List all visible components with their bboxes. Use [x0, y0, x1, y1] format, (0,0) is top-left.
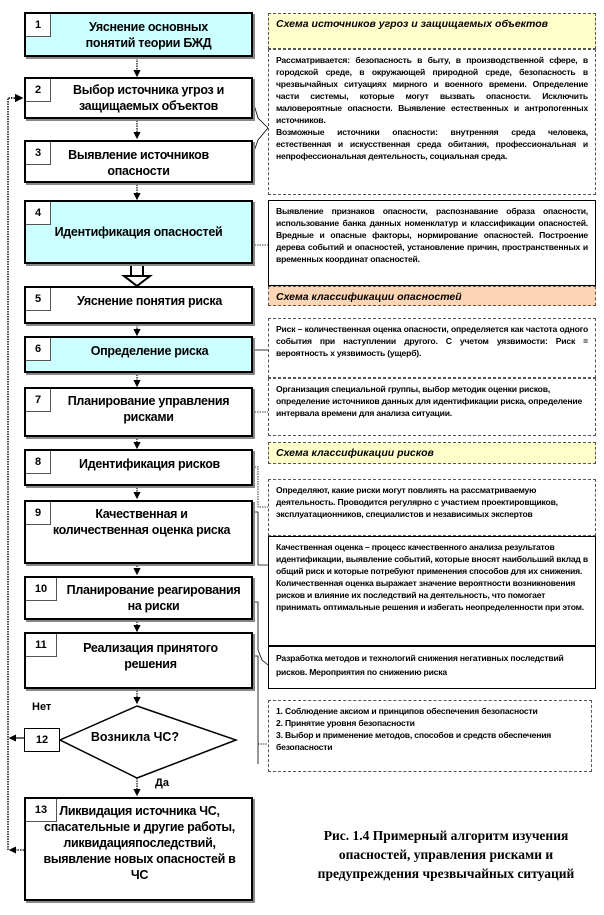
step-8[interactable]: [24, 449, 253, 486]
step-text: Планирование реагирования на риски: [66, 583, 241, 613]
risk-planning-panel: Организация специальной группы, выбор методик оценки рисков, определение источников данных для идентификации риска, определение интервала времени для анализа ситуации.: [268, 378, 596, 436]
step-text: Реализация принятого решения: [83, 641, 218, 671]
step-text: Выбор источника угроз и защищаемых объектов: [73, 83, 224, 113]
implementation-item: 2. Принятие уровня безопасности: [276, 718, 415, 728]
risk-assessment-panel: Качественная оценка – процесс качественного анализа результатов идентификации, выявление событий, которые вносят наибольший вклад в общий риск и которые потребуют применения способов для их снижения. Количественная оценка выражает значение вероятности возникновения рисков и влияние их последствий на деятельность, что помогает принимать оптимальные решения и избегать неопределенности при этом.: [268, 536, 596, 646]
step-2[interactable]: [24, 77, 253, 119]
decision-question[interactable]: Возникла ЧС?: [90, 730, 180, 744]
step-9[interactable]: [24, 500, 253, 564]
step-12-number: [24, 728, 60, 752]
step-1[interactable]: [24, 12, 253, 57]
step-13[interactable]: [24, 797, 253, 901]
implementation-item: 1. Соблюдение аксиом и принципов обеспечения безопасности: [276, 706, 538, 716]
step-text: Уяснение основных понятий теории БЖД: [85, 20, 212, 50]
step-number: 10: [26, 578, 57, 601]
risk-identification-panel: Определяют, какие риски могут повлиять на рассматриваемую деятельность. Проводится регулярно с участием проектировщиков, эксплуатационников, специалистов и независимых экспертов: [268, 479, 596, 536]
step-7[interactable]: [24, 387, 253, 437]
step-number: 5: [26, 288, 51, 311]
risk-classification-header[interactable]: Схема классификации рисков: [268, 442, 596, 464]
step-5[interactable]: [24, 286, 253, 324]
step-number: 13: [26, 799, 57, 822]
step-4[interactable]: [24, 200, 253, 264]
step-3[interactable]: [24, 140, 253, 183]
implementation-item: 3. Выбор и применение методов, способов и средств обеспечения безопасности: [276, 730, 552, 752]
step-text: Качественная и количественная оценка риска: [52, 507, 231, 537]
yes-label: Да: [155, 777, 169, 789]
step-number: 11: [26, 634, 57, 657]
step-text: Определение риска: [90, 344, 209, 358]
step-text: Ликвидация источника ЧС, спасательные и другие работы, ликвидацияпоследствий, выявление новых опасностей в ЧС: [43, 804, 236, 882]
step-text: Выявление источников опасности: [68, 148, 209, 178]
threats-panel: [268, 49, 596, 195]
step-number: 2: [26, 79, 51, 102]
step-number: 12: [35, 734, 49, 746]
threats-text-1: Рассматривается: безопасность в быту, в производственной сфере, в городской среде, в окружающей природной среде, безопасность в чрезвычайных ситуациях мирного и военного времени. Определение части системы, которые могут вызвать опасности. Исключить маловероятные опасности. Выявление естественных и антропогенных источников.: [276, 55, 588, 125]
step-number: 1: [26, 14, 51, 37]
hazard-classification-header[interactable]: Схема классификации опасностей: [268, 286, 596, 306]
risk-definition-panel: Риск – количественная оценка опасности, определяется как частота одного события при наступлении другого. С учетом уязвимости: Риск = вероятность х уязвимость (ущерб).: [268, 318, 596, 378]
step-number: 6: [26, 338, 51, 361]
step-number: 4: [26, 202, 51, 225]
step-text: Планирование управления рисками: [67, 394, 230, 424]
threats-text-2: Возможные источники опасности: внутренняя среда человека, естественная и искусственная среда обитания, профессиональная и непрофессиональная деятельность, социальная среда.: [276, 127, 588, 161]
threats-scheme-header[interactable]: Схема источников угроз и защищаемых объектов: [268, 13, 596, 49]
implementation-panel: [268, 700, 592, 772]
panel-connectors: [252, 98, 268, 764]
step-6[interactable]: [24, 336, 253, 373]
no-label: Нет: [32, 701, 52, 713]
hollow-down-arrow: [124, 263, 150, 286]
step-text: Идентификация рисков: [79, 457, 220, 471]
risk-response-panel: Разработка методов и технологий снижения негативных последствий рисков. Мероприятия по снижению риска: [268, 646, 596, 689]
step-number: 7: [26, 389, 51, 412]
step-number: 3: [26, 142, 51, 165]
feedback-loop: [8, 98, 22, 850]
step-text: Идентификация опасностей: [54, 225, 223, 239]
step-11[interactable]: [24, 632, 253, 689]
step-text: Уяснение понятия риска: [76, 294, 223, 308]
step-number: 9: [26, 502, 51, 525]
figure-caption: Рис. 1.4 Примерный алгоритм изучения опасностей, управления рисками и предупреждения чрезвычайных ситуаций: [317, 828, 575, 881]
step-number: 8: [26, 451, 51, 474]
identification-panel: Выявление признаков опасности, распознавание образа опасности, использование банка данных номенклатур и классификации опасностей. Вредные и опасные факторы, нормирование опасностей. Построение дерева событий и опасностей, установление причин, пространственных и временных координат опасностей.: [268, 200, 596, 286]
step-10[interactable]: [24, 576, 253, 620]
